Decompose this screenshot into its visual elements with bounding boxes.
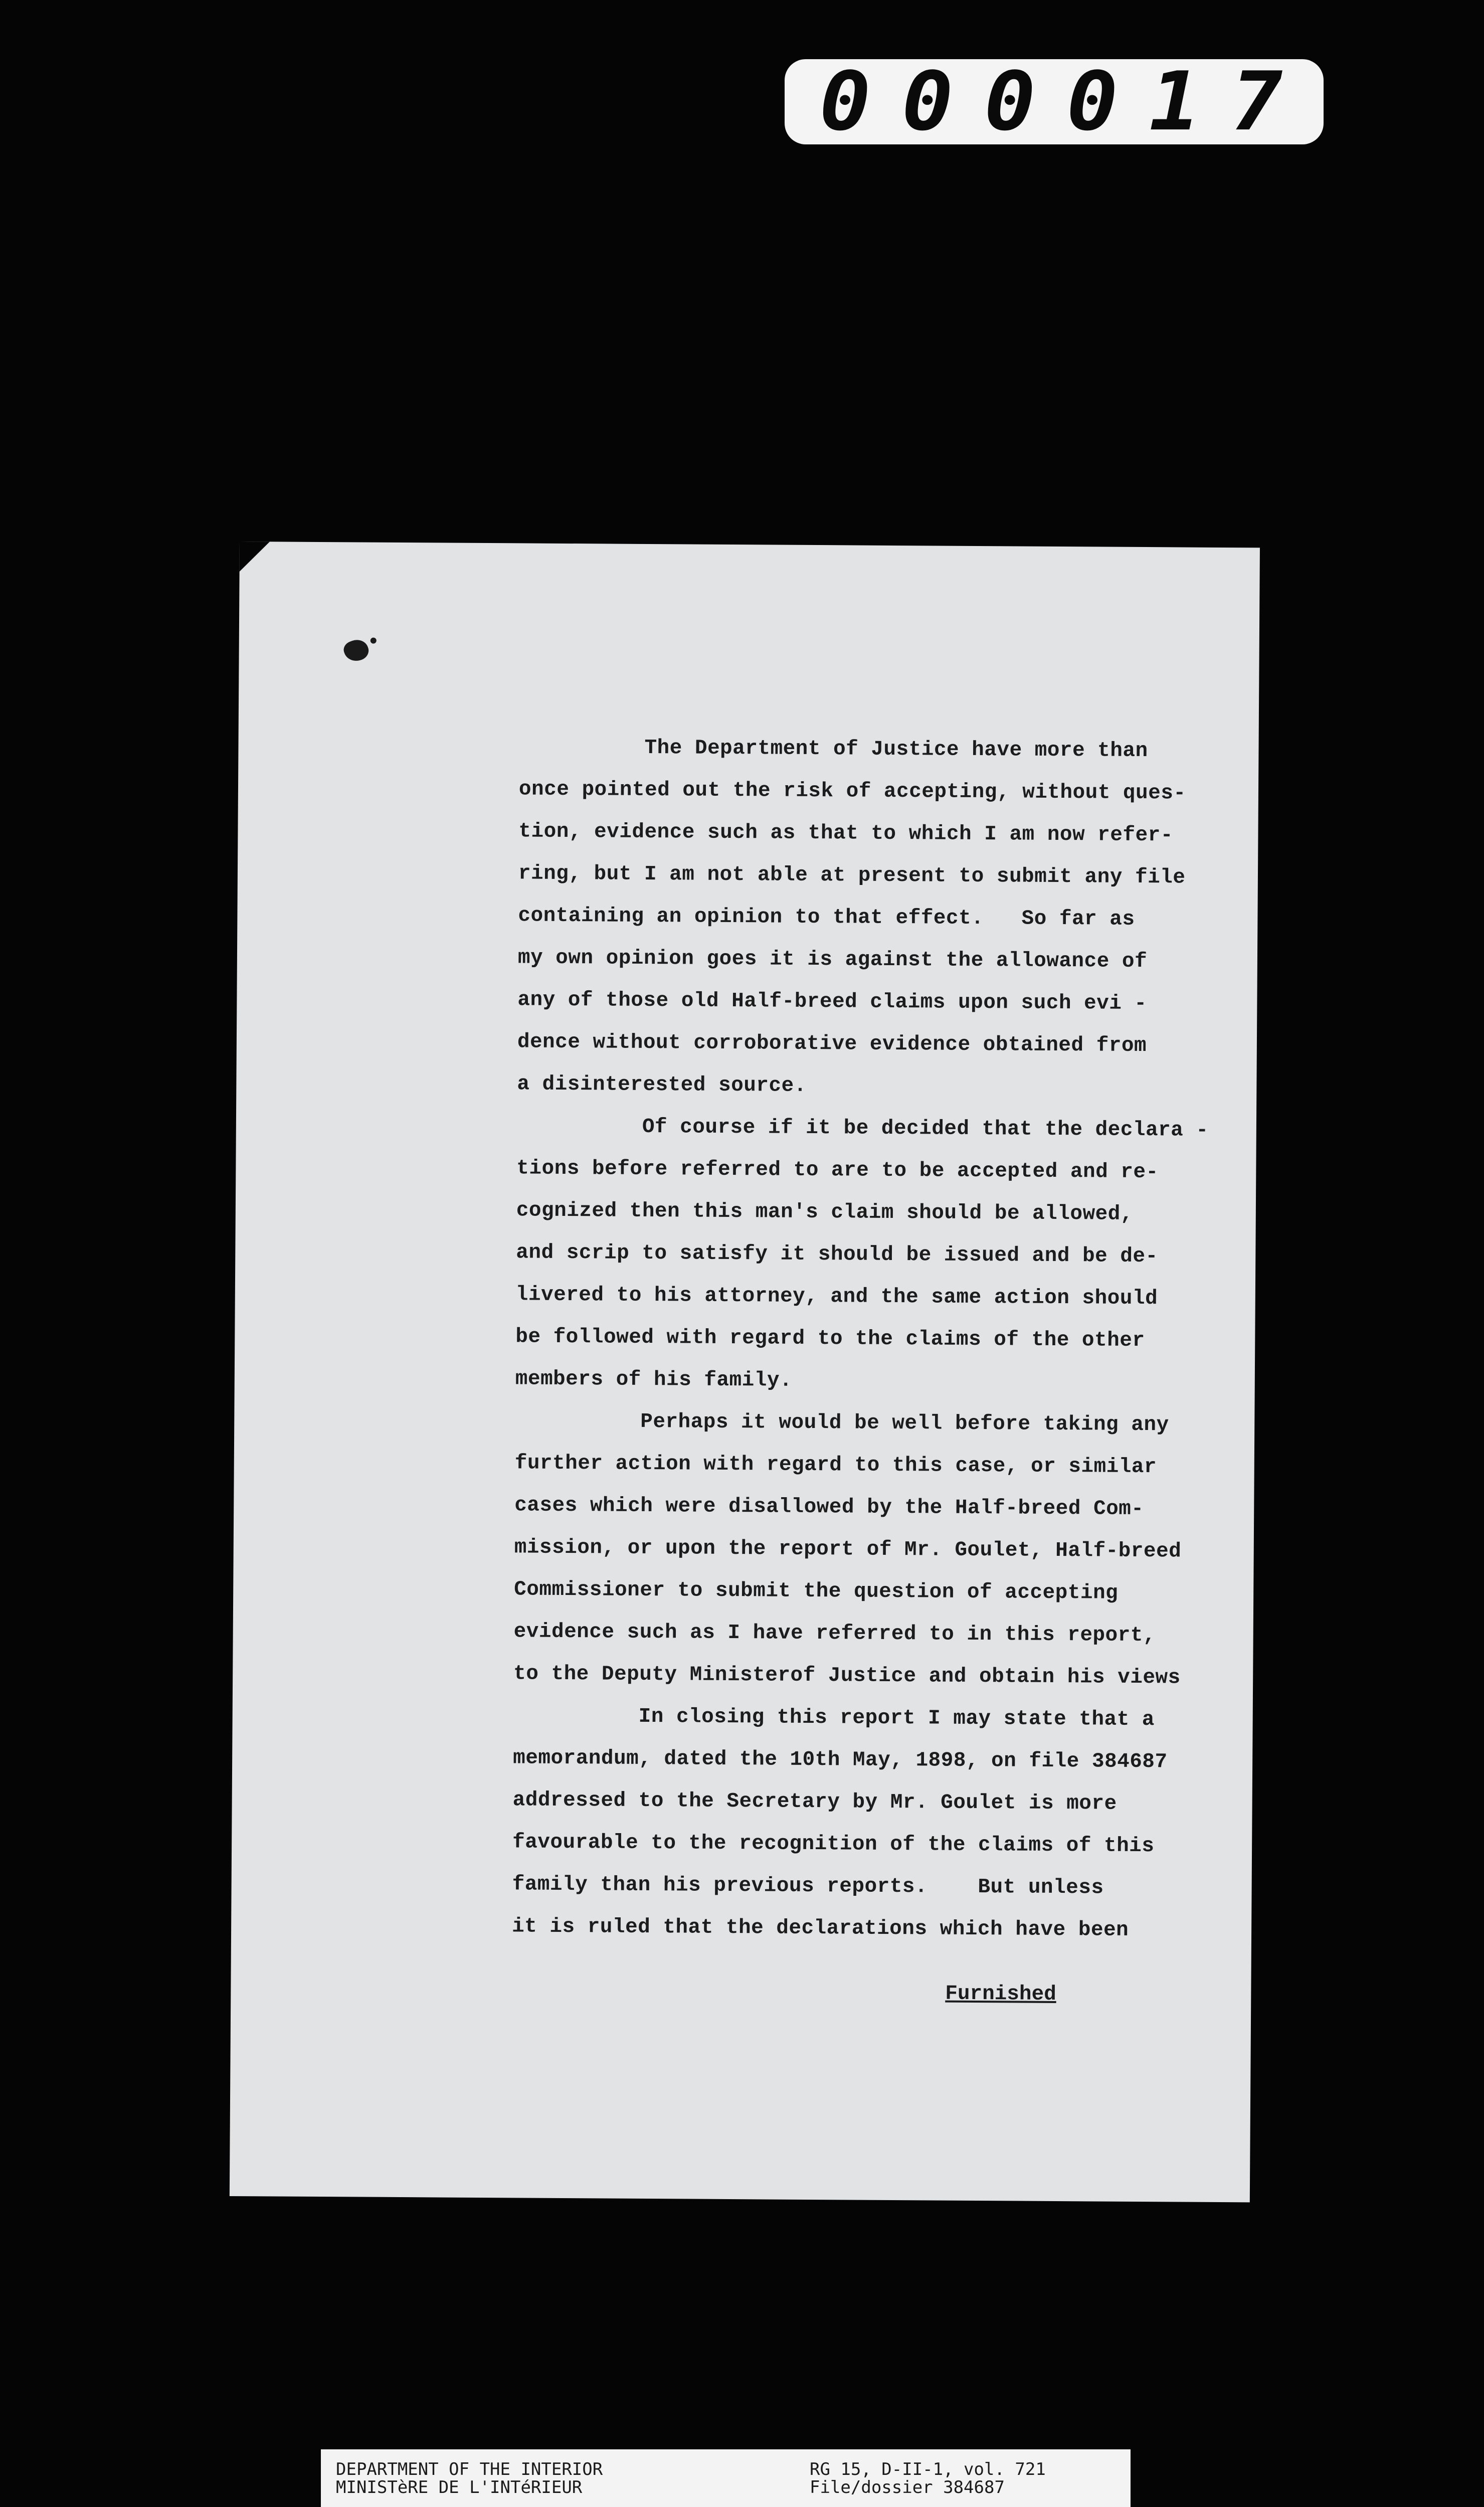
text-line: favourable to the recognition of the claims of this: [512, 1831, 1155, 1858]
text-line: Commissioner to submit the question of accepting: [514, 1578, 1119, 1605]
text-line: to the Deputy Ministerof Justice and obtain his views: [513, 1662, 1181, 1690]
department-name: [336, 2460, 603, 2496]
document-body: [511, 726, 1209, 1951]
text-line: further action with regard to this case, or similar: [514, 1452, 1157, 1479]
frame-number: 000017: [819, 54, 1314, 149]
folded-corner: [240, 542, 270, 572]
text-line: mission, or upon the report of Mr. Goulet, Half-breed: [514, 1536, 1182, 1563]
document-page: [230, 542, 1260, 2202]
text-line: a disinterested source.: [517, 1072, 807, 1098]
text-line: it is ruled that the declarations which have been: [511, 1915, 1129, 1942]
text-line: tion, evidence such as that to which I am now refer-: [518, 820, 1174, 847]
text-line: any of those old Half-breed claims upon such evi -: [517, 988, 1147, 1016]
frame-number-plate: [785, 54, 1324, 149]
paragraph-1: [517, 726, 1196, 1109]
text-line: Of course if it be decided that the declara -: [642, 1115, 1209, 1142]
paragraph-3: [513, 1400, 1192, 1699]
department-french: MINISTèRE DE L'INTéRIEUR: [336, 2477, 583, 2497]
catchword: Furnished: [945, 1982, 1056, 2007]
text-line: be followed with regard to the claims of the other: [515, 1325, 1145, 1353]
text-line: and scrip to satisfy it should be issued and be de-: [516, 1241, 1158, 1269]
text-line: memorandum, dated the 10th May, 1898, on file 384687: [513, 1746, 1168, 1774]
archive-reference: [810, 2460, 1046, 2496]
text-line: tions before referred to are to be accepted and re-: [516, 1157, 1159, 1184]
archive-reference-label: [321, 2449, 1131, 2507]
text-line: evidence such as I have referred to in this report,: [513, 1620, 1156, 1648]
department-english: DEPARTMENT OF THE INTERIOR: [336, 2459, 603, 2479]
ink-blot: [341, 637, 371, 665]
text-line: livered to his attorney, and the same action should: [515, 1283, 1158, 1311]
file-number: File/dossier 384687: [810, 2477, 1005, 2497]
record-group: RG 15, D-II-1, vol. 721: [810, 2459, 1046, 2479]
text-line: cognized then this man's claim should be allowed,: [516, 1199, 1134, 1226]
text-line: In closing this report I may state that a: [638, 1705, 1155, 1732]
ink-dot: [370, 638, 377, 644]
text-line: once pointed out the risk of accepting, without ques-: [518, 778, 1186, 805]
text-line: The Department of Justice have more than: [644, 736, 1148, 763]
paragraph-4: [512, 1695, 1190, 1951]
text-line: family than his previous reports. But unless: [512, 1873, 1104, 1900]
text-line: addressed to the Secretary by Mr. Goulet is more: [512, 1788, 1117, 1816]
paragraph-2: [515, 1105, 1209, 1404]
text-line: my own opinion goes it is against the allowance of: [517, 946, 1148, 974]
text-line: Perhaps it would be well before taking any: [640, 1410, 1169, 1437]
text-line: cases which were disallowed by the Half-breed Com-: [514, 1494, 1144, 1521]
text-line: members of his family.: [515, 1367, 793, 1392]
text-line: ring, but I am not able at present to submit any file: [518, 862, 1186, 889]
text-line: containing an opinion to that effect. So far as: [518, 904, 1135, 931]
text-line: dence without corroborative evidence obtained from: [517, 1030, 1147, 1058]
